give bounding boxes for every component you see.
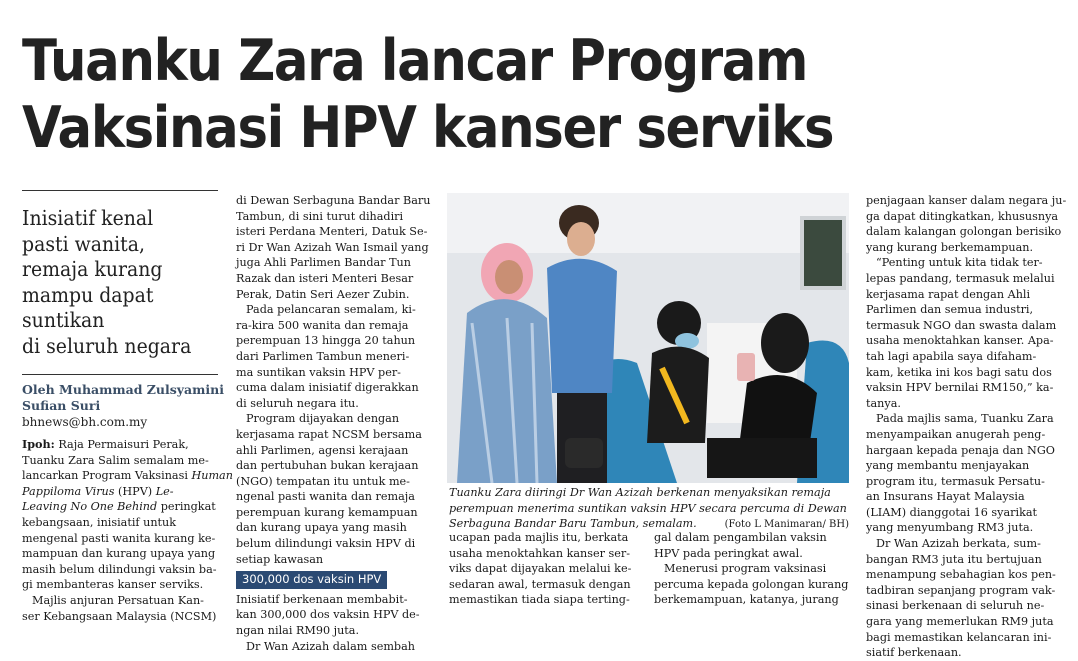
text-line: Program dijayakan dengan [246, 412, 400, 426]
byline-author-line-1: Oleh Muhammad Zulsyamini [22, 382, 224, 397]
dateline: Ipoh: [22, 437, 55, 451]
text-line: perempuan 13 hingga 20 tahun [236, 334, 416, 348]
lede-bottom-rule [22, 374, 218, 375]
headline-line-2: Vaksinasi HPV kanser serviks [22, 95, 834, 161]
text-line: tadbiran sepanjang program vak- [866, 583, 1056, 597]
text-line: ngan nilai RM90 juta. [236, 624, 360, 638]
text-line: mampuan dan kurang upaya yang [22, 547, 216, 561]
lede-line: mampu dapat [22, 282, 154, 307]
text-line: gi membanteras kanser serviks. [22, 578, 204, 592]
text-line: viks dapat dijayakan melalui ke- [449, 562, 632, 576]
text-line: dari Parlimen Tambun meneri- [236, 349, 410, 363]
article-column-2 [236, 193, 430, 654]
text-line: lepas pandang, termasuk melalui [866, 271, 1055, 285]
text-line: ra-kira 500 wanita dan remaja [236, 318, 409, 332]
photo-credit: (Foto L Manimaran/ BH) [724, 519, 849, 531]
text-line: (LIAM) dianggotai 16 syarikat [866, 505, 1038, 519]
text-line: bagi memastikan kelancaran ini- [866, 630, 1052, 644]
text-line: yang kurang berkemampuan. [866, 240, 1034, 254]
text-line: Pada pelancaran semalam, ki- [246, 303, 416, 317]
headline [22, 28, 958, 162]
headline-line-1: Tuanku Zara lancar Program [22, 28, 808, 94]
text-line: kan 300,000 dos vaksin HPV de- [236, 608, 420, 622]
text-line: hargaan kepada penaja dan NGO [866, 443, 1055, 457]
text-line: HPV pada peringkat awal. [654, 546, 803, 560]
lede [22, 206, 222, 359]
text-line: termasuk NGO dan swasta dalam [866, 318, 1057, 332]
text-line: dalam kalangan golongan berisiko [866, 225, 1062, 239]
text-line: “Penting untuk kita tidak ter- [876, 256, 1043, 270]
byline-author-line-2: Sufian Suri [22, 398, 101, 413]
text-line: Razak dan isteri Menteri Besar [236, 271, 414, 285]
caption-text: Tuanku Zara diiringi Dr Wan Azizah berkenan menyaksikan remaja perempuan menerima suntikan vaksin HPV secara percuma di Dewan Serbaguna Bandar Baru Tambun, semalam. [449, 486, 847, 531]
text-line: kam, ketika ini kos bagi satu dos [866, 365, 1052, 379]
text-line: vaksin HPV bernilai RM150,” ka- [866, 381, 1054, 395]
text-line: yang membantu menjayakan [866, 459, 1030, 473]
lede-line: remaja kurang [22, 257, 163, 281]
lede-top-rule [22, 190, 218, 191]
text-line: Dr Wan Azizah dalam sembah [246, 639, 415, 653]
text-line: ma suntikan vaksin HPV per- [236, 365, 401, 379]
article-column-4 [654, 530, 848, 608]
text-line: Menerusi program vaksinasi [664, 562, 827, 576]
text-line: Dr Wan Azizah berkata, sum- [876, 537, 1041, 551]
byline [22, 382, 222, 430]
lede-line: pasti wanita, [22, 231, 145, 256]
text-line: an Insurans Hayat Malaysia [866, 490, 1025, 504]
photo-illustration [447, 193, 849, 483]
text-line: (NGO) tempatan itu untuk me- [236, 474, 410, 488]
text-line: ga dapat ditingkatkan, khususnya [866, 209, 1059, 223]
text-line: Pappiloma Virus (HPV) Le- [22, 484, 174, 498]
text-line: di seluruh negara itu. [236, 396, 359, 410]
text-line: usaha menoktahkan kanser ser- [449, 546, 630, 560]
text-line: menyampaikan anugerah peng- [866, 427, 1046, 441]
text-line: bangan RM3 juta itu bertujuan [866, 552, 1042, 566]
text-line: isteri Perdana Menteri, Datuk Se- [236, 225, 428, 239]
text-line: gara yang memerlukan RM9 juta [866, 615, 1054, 629]
text-line: Pada majlis sama, Tuanku Zara [876, 412, 1054, 426]
article-column-1 [22, 437, 233, 624]
text-line: juga Ahli Parlimen Bandar Tun [236, 256, 411, 270]
text-line: Leaving No One Behind peringkat [22, 500, 216, 514]
section-subhead: 300,000 dos vaksin HPV [236, 571, 387, 589]
text-line: percuma kepada golongan kurang [654, 577, 849, 591]
text-line: gal dalam pengambilan vaksin [654, 531, 827, 544]
text-line: sedaran awal, termasuk dengan [449, 577, 631, 591]
text-line: usaha menoktahkan kanser. Apa- [866, 334, 1054, 348]
text-line: tanya. [866, 396, 901, 410]
text-line: memastikan tiada siapa terting- [449, 593, 630, 607]
text-line: Inisiatif berkenaan membabit- [236, 592, 408, 606]
text-line: ser Kebangsaan Malaysia (NCSM) [22, 609, 217, 623]
text-line: Parlimen dan semua industri, [866, 303, 1034, 317]
text-line: menampung sebahagian kos pen- [866, 568, 1056, 582]
article-column-5 [866, 193, 1067, 661]
text-line: kebangsaan, inisiatif untuk [22, 515, 177, 529]
news-photo [447, 193, 849, 483]
text-line: ucapan pada majlis itu, berkata [449, 531, 629, 544]
text-line: dan pertubuhan bukan kerajaan [236, 459, 419, 473]
text-line: kerjasama rapat NCSM bersama [236, 427, 422, 441]
text-line: ngenal pasti wanita dan remaja [236, 490, 415, 504]
text-line: berkemampuan, katanya, jurang [654, 593, 839, 607]
text-line: kerjasama rapat dengan Ahli [866, 287, 1031, 301]
lede-line: di seluruh negara [22, 333, 192, 358]
text-line: tah lagi apabila saya difaham- [866, 349, 1037, 363]
text-line: belum dilindungi vaksin HPV di [236, 537, 416, 551]
text-line: Tuanku Zara Salim semalam me- [22, 453, 209, 467]
text-line: Perak, Datin Seri Aezer Zubin. [236, 287, 410, 301]
text-line: Majlis anjuran Persatuan Kan- [32, 593, 204, 607]
text-line: masih belum dilindungi vaksin ba- [22, 562, 217, 576]
byline-email: bhnews@bh.com.my [22, 415, 148, 429]
lede-line: Inisiatif kenal [22, 206, 154, 230]
text-line: penjagaan kanser dalam negara ju- [866, 194, 1067, 207]
text-line: ri Dr Wan Azizah Wan Ismail yang [236, 240, 429, 254]
text-line: mengenal pasti wanita kurang ke- [22, 531, 216, 545]
text-line: Tambun, di sini turut dihadiri [236, 209, 404, 223]
text-line: lancarkan Program Vaksinasi Human [22, 469, 233, 483]
lede-line: suntikan [22, 308, 105, 332]
article-column-3 [449, 530, 639, 608]
text-line: ahli Parlimen, agensi kerajaan [236, 443, 409, 457]
text-line: dan kurang upaya yang masih [236, 521, 407, 535]
text-line: Ipoh: Raja Permaisuri Perak, [22, 437, 189, 451]
text-line: siatif berkenaan. [866, 646, 962, 660]
text-line: cuma dalam inisiatif digerakkan [236, 381, 419, 395]
photo-caption [449, 485, 849, 533]
text-line: yang menyumbang RM3 juta. [866, 521, 1034, 535]
text-line: di Dewan Serbaguna Bandar Baru [236, 194, 431, 207]
text-line: sinasi berkenaan di seluruh ne- [866, 599, 1045, 613]
text-line: setiap kawasan [236, 552, 324, 566]
text-line: program itu, termasuk Persatu- [866, 474, 1045, 488]
text-line: perempuan kurang kemampuan [236, 505, 418, 519]
